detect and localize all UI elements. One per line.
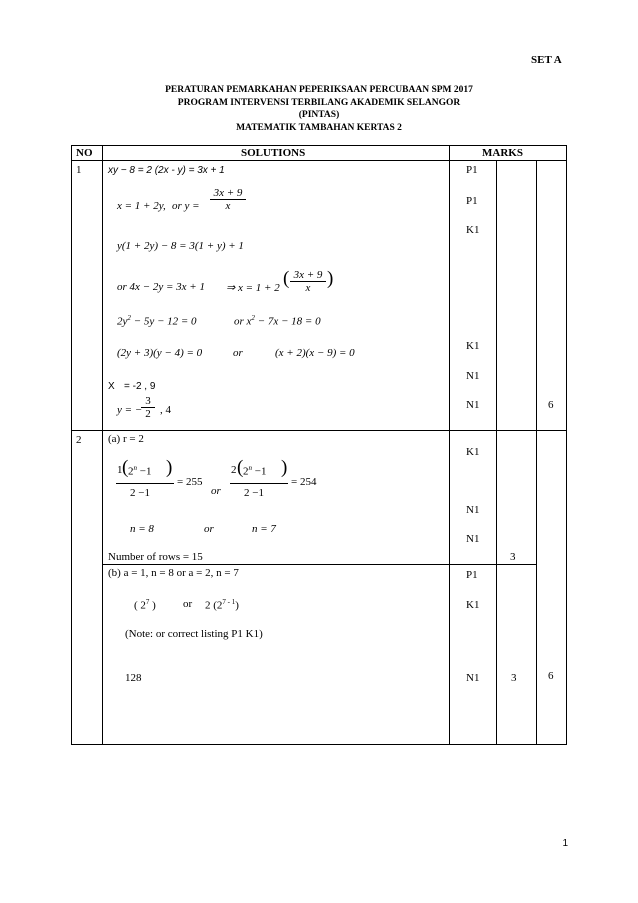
q1-step3-paren-close: )	[327, 268, 334, 289]
q1-mark-5: N1	[466, 370, 480, 382]
col-solutions-header: SOLUTIONS	[241, 147, 306, 159]
q2b-or: or	[183, 598, 193, 610]
q2a-f1-paren-close: )	[166, 457, 173, 478]
q2a-f2-num: 2$^n$ −1	[243, 464, 267, 478]
set-label: SET A	[531, 54, 562, 66]
q2a-f2-eq: = 254	[291, 476, 317, 488]
q1-step3-a: or 4x − 2y = 3x + 1	[117, 281, 205, 293]
q2a-f2-paren-open: (	[237, 457, 244, 478]
q1-mark-4: K1	[466, 340, 480, 352]
q1-total: 6	[548, 399, 554, 411]
q2a-f2-den: 2 −1	[244, 487, 264, 499]
header-line-1: PERATURAN PEMARKAHAN PEPERIKSAAN PERCUBAAN SPM 2017	[165, 85, 473, 95]
q2a-f2-lead: 2	[231, 464, 237, 476]
col-no-header: NO	[76, 147, 93, 159]
q2a-rows: Number of rows = 15	[108, 551, 203, 563]
q1-step4: $2y^2 - 5y - 12 = 0$	[117, 314, 197, 328]
q1-step3-paren-open: (	[283, 268, 290, 289]
header-line-4: MATEMATIK TAMBAHAN KERTAS 2	[236, 122, 402, 133]
q2a-f2-paren-close: )	[281, 457, 288, 478]
q2a-f2-bar	[230, 483, 288, 484]
q2a-f1-paren-open: (	[122, 457, 129, 478]
q1-step2: y(1 + 2y) − 8 = 3(1 + y) + 1	[117, 240, 244, 252]
page-number: 1	[562, 838, 568, 849]
q2b-expr-2: 2 (2$^{7 - 1}$)	[205, 598, 239, 612]
q1-mark-1: P1	[466, 164, 478, 176]
q1-step5-c: (x + 2)(x − 9) = 0	[275, 347, 355, 359]
q2a-subtotal: 3	[510, 551, 516, 563]
q2a-f1-num: 2$^n$ −1	[128, 464, 152, 478]
q2-number: 2	[76, 434, 82, 446]
q2a-f1-den: 2 −1	[130, 487, 150, 499]
q1-step5-b: or	[233, 347, 243, 359]
q2a-label: (a) r = 2	[108, 433, 144, 445]
q1-y-fraction: $\frac{3}{2}$	[141, 395, 155, 420]
q1-step3-b: ⇒ x = 1 + 2	[226, 282, 280, 294]
col-marks-header: MARKS	[482, 147, 523, 159]
q1-given: xy − 8 = 2 (2x - y) = 3x + 1	[108, 165, 225, 176]
q1-mark-3: K1	[466, 224, 480, 236]
q2a-mark-3: N1	[466, 533, 480, 545]
q1-mark-6: N1	[466, 399, 480, 411]
q2-total: 6	[548, 670, 554, 682]
q1-y-label: y = −	[117, 404, 143, 416]
q1-step1-a: x = 1 + 2y,	[117, 200, 166, 212]
q2b-mark-2: K1	[466, 599, 480, 611]
q2b-answer: 128	[125, 672, 142, 684]
q2a-or-1: or	[211, 485, 221, 497]
q1-x-label: X	[108, 381, 115, 392]
q2a-mark-1: K1	[466, 446, 480, 458]
q2b-label: (b) a = 1, n = 8 or a = 2, n = 7	[108, 567, 239, 579]
q2a-f1-bar	[116, 483, 174, 484]
q2b-expr-1: ( $2^7$ )	[134, 598, 156, 612]
q2a-f1-lead: 1	[117, 464, 123, 476]
q1-step3-fraction: $\frac{3x + 9}{x}$	[290, 269, 326, 294]
header-line-3: (PINTAS)	[298, 110, 340, 120]
q2b-mark-3: N1	[466, 672, 480, 684]
q2a-n1: n = 8	[130, 523, 154, 535]
q1-step1-fraction: $\frac{3x + 9}{x}$	[210, 187, 246, 212]
q2a-or-2: or	[204, 523, 214, 535]
header-line-2: PROGRAM INTERVENSI TERBILANG AKADEMIK SELANGOR	[177, 97, 461, 108]
q1-x-values: = -2 , 9	[124, 381, 156, 392]
q2a-n2: n = 7	[252, 523, 276, 535]
q1-step5-a: (2y + 3)(y − 4) = 0	[117, 347, 203, 359]
q1-number: 1	[76, 164, 82, 176]
q2b-mark-1: P1	[466, 569, 478, 581]
q1-step1-b: or y =	[172, 200, 200, 212]
q2b-subtotal: 3	[511, 672, 517, 684]
q2b-note: (Note: or correct listing P1 K1)	[125, 628, 263, 640]
q1-mark-2: P1	[466, 195, 478, 207]
q2a-f1-eq: = 255	[177, 476, 203, 488]
q1-step4-alt: or $x^2 - 7x - 18 = 0$	[234, 314, 321, 328]
q2a-mark-2: N1	[466, 504, 480, 516]
q1-y-rest: , 4	[160, 404, 171, 416]
